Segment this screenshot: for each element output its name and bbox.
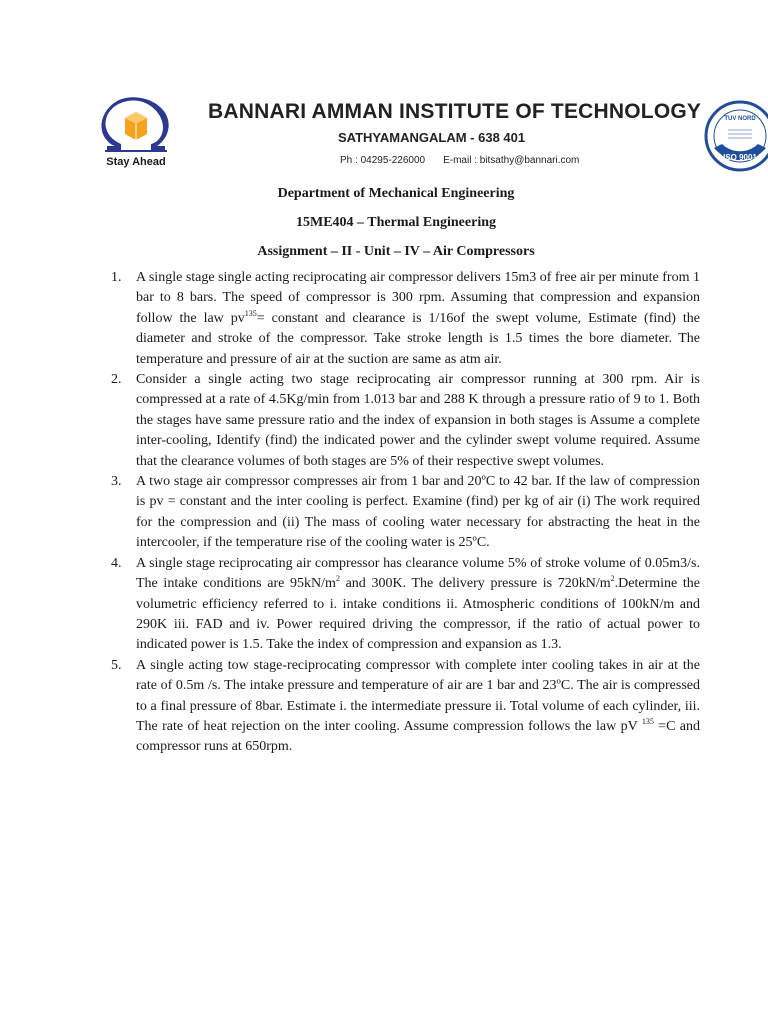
question-text: A two stage air compressor compresses air from 1 bar and 20ºC to 42 bar. If the law of compression is pv = constant and the inter cooling is perfect. Examine (find) per kg of air (i) The work required for the compression and (ii) The mass of cooling water necessary for abstracting the heat in the intercooler, if the temperature rise of the cooling water is 25ºC. [136,474,700,551]
institute-logo [95,94,177,174]
exponent: 2 [610,574,615,584]
question-text: .Determine the volumetric efficiency referred to i. intake conditions ii. Atmospheric conditions of 100kN/m and 290K iii. FAD and iv. Power required driving the compressor, if the ratio of actual power to indicated power is 1.5. Take the index of compression and expansion as 1.3. [136,576,700,653]
document-headings [0,186,768,273]
question-list [111,268,700,758]
institution-contact [340,155,579,166]
question-text: =C and compressor runs at 650rpm. [136,718,701,755]
question-number: 1. [111,270,122,285]
phone-number: Ph : 04295-226000 [340,155,426,166]
iso-badge-icon [704,100,768,176]
letterhead [0,0,768,180]
institution-name: BANNARI AMMAN INSTITUTE OF TECHNOLOGY [208,100,702,123]
question-item [111,268,700,370]
certification-badge [704,100,768,180]
badge-top-text: TUV NORD [724,116,756,122]
question-text: A single stage reciprocating air compressor has clearance volume 5% of stroke volume of 0.05m3/s. The intake conditions are 95kN/m [136,555,700,592]
question-number: 4. [111,555,122,571]
question-text: = constant and clearance is 1/16of the swept volume, Estimate (find) the diameter and stroke of the compressor. Take stroke length is 1.5 times the bore diameter. The temperature and pressure of air at the suction are same as atm air. [136,310,700,367]
question-text: Consider a single acting two stage reciprocating air compressor running at 300 rpm. Air is compressed at a rate of 4.5Kg/min from 1.013 bar and 288 K through a pressure ratio of 9 to 1. Both the stages have same pressure ratio and the index of expansion in both stages is Assume a complete inter-cooling, Identify (find) the indicated power and the cylinder swept volume required. Assume that the clearance volumes of both stages are 5% of their respective swept volumes. [136,372,700,469]
badge-bottom-text: ISO 9001 [723,153,757,162]
question-text: and 300K. The delivery pressure is 720kN/m [339,576,611,592]
exponent: 135 [641,716,654,726]
question-item [111,656,700,758]
course-heading: 15ME404 – Thermal Engineering [295,215,497,230]
question-item [111,554,700,656]
question-number: 5. [111,657,122,673]
email-address: E-mail : bitsathy@bannari.com [443,155,580,166]
exponent: 2 [335,574,340,584]
question-number: 2. [111,372,122,388]
question-item [111,472,700,554]
institution-location: SATHYAMANGALAM - 638 401 [338,130,526,145]
question-item [111,370,700,472]
assignment-heading: Assignment – II - Unit – IV – Air Compressors [257,244,535,259]
department-heading: Department of Mechanical Engineering [277,186,515,201]
omega-logo-icon [95,94,177,156]
logo-tagline: Stay Ahead [106,156,166,168]
question-text: A single stage single acting reciprocating air compressor delivers 15m3 of free air per minute from 1 bar to 8 bars. The speed of compressor is 300 rpm. Assuming that compression and expansion follow the law pv [136,270,700,326]
question-number: 3. [111,474,122,490]
question-text: A single acting tow stage-reciprocating compressor with complete inter cooling takes in air at the rate of 0.5m /s. The intake pressure and temperature of air are 1 bar and 23ºC. The air is compressed to a final pressure of 8bar. Estimate i. the intermediate pressure ii. Total volume of each cylinder, iii. The rate of heat rejection on the inter cooling. Assume compression follows the law pV [136,657,700,734]
exponent: 135 [244,308,257,318]
